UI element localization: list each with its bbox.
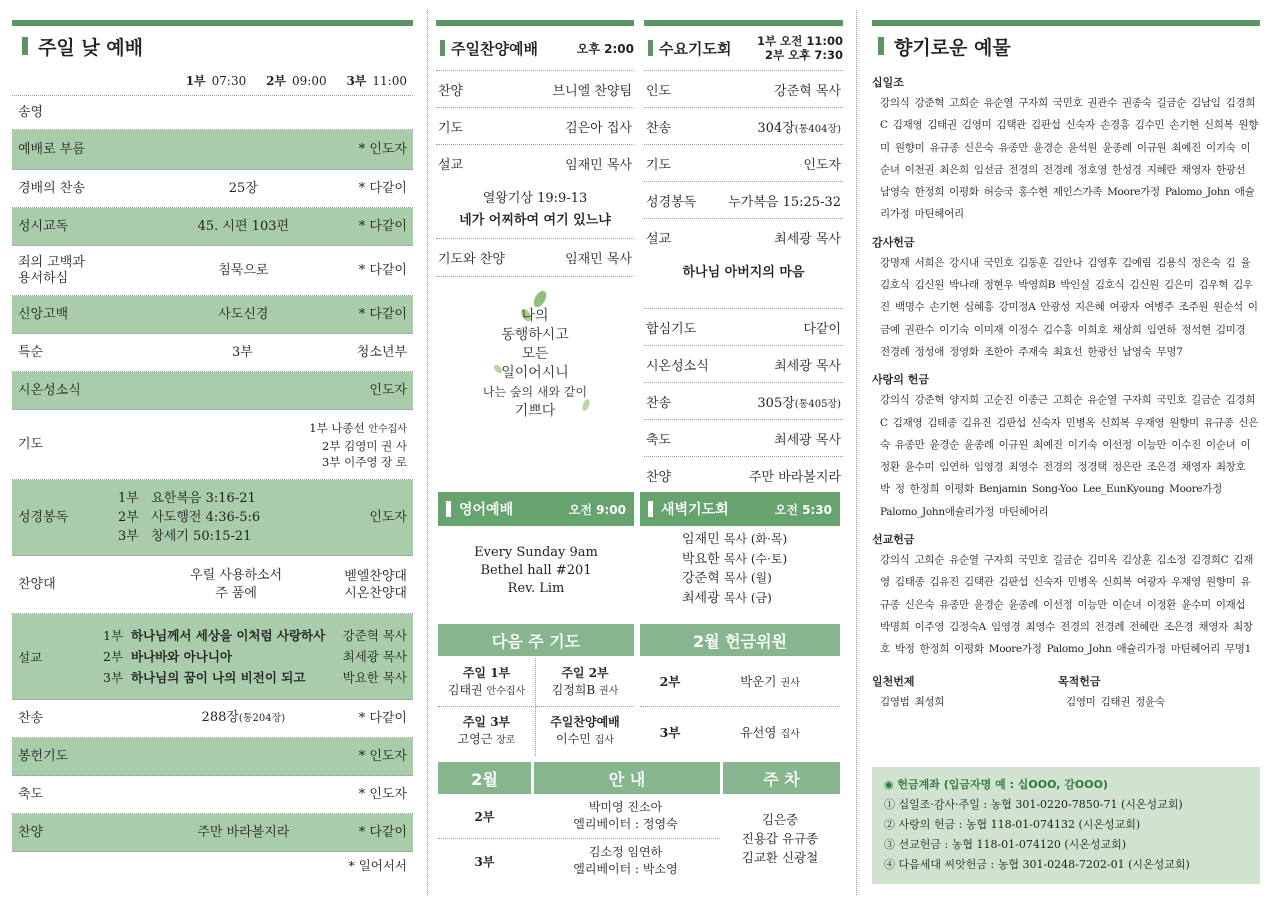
account-title: ◉ 헌금계좌 (입금자명 예 : 십OOO, 감OOO): [884, 778, 1108, 791]
guide-part: 3부: [474, 854, 495, 869]
row-right: * 인도자: [358, 749, 407, 764]
row-label: 시온성소식: [646, 358, 709, 374]
prayer-cell-role: 집사: [594, 735, 614, 746]
offering-section-title: 감사헌금: [872, 235, 915, 249]
row-label: 시온성소식: [18, 382, 81, 398]
sermon-preacher: 강준혁 목사: [342, 628, 407, 643]
dawn-rest: 목사 (월): [723, 571, 772, 585]
offering-section: [872, 531, 1260, 660]
title-mark-icon: [648, 501, 653, 517]
english-worship: [438, 492, 634, 616]
sermon-title: 하나님 아버지의 마음: [644, 256, 843, 309]
committee-part: 3부: [659, 725, 681, 740]
order-row: [12, 130, 413, 170]
row-label: 설교: [438, 158, 464, 173]
sermon-title: 바나바와 아나니아: [131, 649, 232, 664]
order-row: [436, 145, 634, 182]
english-time: 오전 9:00: [568, 502, 626, 517]
order-row: [644, 309, 843, 346]
dawn-name: 최세광: [682, 590, 720, 606]
order-row: [12, 170, 413, 208]
row-mid: 사도신경: [218, 306, 269, 322]
scripture-ref: 요한복음 3:16-21: [151, 491, 256, 506]
row-right: * 인도자: [358, 787, 407, 802]
row-right: 주만 바라볼지라: [748, 470, 841, 485]
order-row: [644, 346, 843, 383]
section-title: [436, 26, 634, 70]
sunday-worship-title: 주일 낮 예배: [38, 36, 143, 59]
prayer-cell-role: 권사: [599, 685, 619, 697]
row-right: 임재민 목사: [565, 252, 632, 267]
row-label: 기도: [646, 157, 672, 173]
dawn-rest: 목사 (화·목): [723, 532, 788, 546]
prayer-cell-title: 주일 3부: [462, 715, 511, 729]
prayer-cell-title: 주일찬양예배: [550, 715, 620, 729]
prayer-cell-title: 주일 1부: [462, 665, 511, 680]
footnote: * 일어서서: [348, 858, 407, 873]
dawn-name: 박요한: [682, 551, 720, 567]
prayer-name: 김영미: [344, 438, 378, 453]
row-right: * 다같이: [358, 181, 407, 196]
prayer-title: 권 사: [381, 438, 407, 453]
parking-name: 김은중: [761, 812, 799, 827]
english-title: 영어예배: [459, 502, 514, 518]
row-label: 설교: [18, 649, 43, 665]
row-right: 인도자: [369, 510, 407, 525]
daily-offering-title: 일천번제: [872, 674, 915, 688]
parking-name: 진용갑 유규종: [741, 831, 819, 846]
english-line: Rev. Lim: [507, 581, 565, 596]
account-line: ④ 다음세대 씨앗헌금 : 농협 301-0248-7202-01 (시온성교회): [884, 858, 1190, 871]
row-label: 성경봉독: [18, 509, 69, 525]
scripture-part: 1부: [118, 491, 139, 506]
praise-worship-time: 오후 2:00: [576, 41, 634, 56]
row-label: 합심기도: [646, 321, 697, 337]
english-info: [438, 526, 634, 616]
row-right: * 다같이: [358, 711, 407, 726]
row-label: 죄의 고백과 용서하심: [18, 254, 85, 286]
column-praise-worship: [436, 0, 634, 467]
sermon-row: [12, 614, 413, 700]
offering-section-title: 선교헌금: [872, 533, 915, 547]
prayer-cell: [438, 707, 536, 756]
row-label: 설교: [646, 232, 672, 247]
order-row: [12, 738, 413, 776]
row-label: 인도: [646, 83, 672, 99]
column-wednesday-prayer: [644, 0, 843, 494]
row-right: 청소년부: [356, 345, 407, 360]
row-right: 인도자: [369, 383, 407, 398]
prayer-part: 2부: [322, 438, 341, 453]
sermon-title: 하나님께서 세상을 이처럼 사랑하사: [131, 628, 326, 643]
guide-row: [438, 839, 720, 883]
scripture-list: [118, 489, 369, 546]
dawn-name: 임재민: [682, 532, 720, 547]
prayer-title: 장 로: [381, 454, 407, 469]
row-label: 축도: [646, 432, 672, 448]
row-label: 찬양: [438, 83, 464, 99]
row-label: 성경봉독: [646, 194, 697, 210]
time-value: 07:30: [211, 74, 247, 88]
title-mark-icon: [648, 40, 653, 56]
row-right: 최세광 목사: [774, 432, 841, 448]
special-offerings: [872, 665, 1260, 713]
prayer-cell: [536, 707, 634, 756]
wednesday-title: 수요기도회: [659, 39, 732, 58]
sermon-verse: 열왕기상 19:9-13: [482, 191, 588, 206]
order-row: [12, 296, 413, 334]
row-label: 찬양: [646, 470, 672, 485]
calligraphy-image: [436, 277, 634, 467]
guide-header: [438, 762, 840, 794]
row-label: 성시교독: [18, 218, 69, 234]
order-row: [12, 208, 413, 246]
row-label: 송영: [18, 104, 44, 120]
guide-elevator: 엘리베이터 : 박소영: [573, 862, 678, 876]
title-mark-icon: [440, 40, 445, 56]
row-label: 찬송: [18, 710, 44, 726]
offering-section-title: 십일조: [872, 76, 904, 89]
sermon-part: 2부: [103, 649, 124, 664]
offering-section: [872, 74, 1260, 226]
scripture-ref: 사도행전 4:36-5:6: [151, 510, 261, 525]
title-mark-icon: [446, 501, 451, 517]
purpose-offering-title: 목적헌금: [1058, 674, 1101, 688]
order-row: [12, 334, 413, 372]
calligraphy-line: 나는 숲의 새와 같이: [482, 385, 588, 399]
prayer-cell-name: 고영근: [457, 732, 493, 746]
row-right: 인도자: [803, 157, 841, 173]
prayer-title: 안수집사: [368, 423, 407, 435]
row-right: 브니엘 찬양팀: [552, 83, 632, 99]
row-right: 강준혁 목사: [774, 83, 841, 99]
committee-part: 2부: [659, 674, 681, 689]
column-offerings: [872, 0, 1260, 713]
guide-parking-title: 주 차: [723, 762, 840, 794]
sermon-title: 네가 어찌하여 여기 있느냐: [459, 213, 611, 228]
committee-role: 집사: [780, 729, 800, 740]
row-right: * 인도자: [358, 142, 407, 157]
row-mid: 288장: [201, 710, 239, 725]
time-value: 09:00: [292, 74, 327, 88]
calligraphy-line: 동행하시고: [501, 327, 569, 343]
choir-row: [12, 556, 413, 614]
row-right: * 다같이: [358, 825, 407, 840]
guide-part: 2부: [474, 809, 495, 824]
title-mark-icon: [22, 37, 28, 55]
row-label: 찬송: [646, 395, 672, 411]
row-label: 신앙고백: [18, 306, 69, 322]
time-part: 3부: [346, 74, 367, 88]
order-row: [436, 239, 634, 276]
guide-body: [438, 794, 840, 883]
row-mid: 침묵으로: [218, 262, 269, 278]
row-label: 예배로 부름: [18, 141, 85, 157]
dawn-title: 새벽기도회: [661, 502, 729, 518]
sermon-preacher: 최세광 목사: [342, 649, 407, 664]
dawn-rest: 목사 (금): [723, 590, 772, 605]
row-right: * 다같이: [358, 219, 407, 234]
prayer-cell-role: 안수집사: [486, 685, 526, 697]
parking-list: [720, 794, 840, 883]
prayer-cell-name: 이수민: [556, 732, 591, 746]
order-row: [436, 71, 634, 108]
prayer-cell: [438, 658, 536, 707]
guide-row: [438, 794, 720, 839]
sermon-title: 하나님의 꿈이 나의 비전이 되고: [131, 670, 306, 685]
order-row: [12, 700, 413, 738]
offering-section: [872, 371, 1260, 523]
guide-names: 박미영 진소아: [588, 800, 663, 814]
prayer-part: 1부: [309, 420, 328, 435]
section-title: [872, 26, 1260, 66]
order-row: [12, 372, 413, 410]
dawn-name: 강준혁: [682, 571, 720, 586]
next-prayer-grid: [438, 658, 634, 756]
prayer-cell-name: 김정희B: [551, 682, 596, 697]
guide-table: [438, 762, 840, 883]
dawn-prayer-header: [640, 492, 840, 526]
scripture-part: 2부: [118, 510, 139, 525]
offering-committee: [640, 624, 840, 757]
english-worship-header: [438, 492, 634, 526]
dawn-list: [640, 526, 840, 608]
row-label: 봉헌기도: [18, 748, 69, 764]
row-label: 경배의 찬송: [18, 180, 85, 196]
row-right: 305장: [757, 395, 795, 411]
committee-name: 유선영: [740, 725, 777, 740]
order-row: [644, 182, 843, 219]
guide-elevator: 엘리베이터 : 정영숙: [573, 817, 678, 831]
column-sunday-worship: [12, 0, 413, 874]
prayer-part: 3부: [322, 454, 341, 469]
offering-names: 강의식 강준혁 양지희 고순진 이종근 고희순 유순열 구자희 국민호 길금순 김경희C 김재영 김태종 김유진 김판섭 신숙자 민병옥 신희복 우재영 원향미 유규종 신은숙 유종만 윤경순 윤종례 이규원 최예진 이기숙 이선정 이능만 이수진 이순녀 이정환 윤수미 임연하 임영경 최영수 전경의 정경택 정은란 조은경 채영자 최창호 박 정 한정희 이평화 Benjamin Song-Yoo Lee_EunKyoung Moore가정 Palomo_John애슐리가정 마틴헤어리: [880, 394, 1259, 518]
dawn-rest: 목사 (수·토): [723, 551, 788, 566]
offering-names: 강명재 서희은 강시내 국민호 김동훈 김안나 김영후 김예림 김용식 정은숙 김 율 김호식 김신원 박나래 정현우 박영희B 박인실 김호식 김신원 김은미 김우혁 김우진 백명수 손기현 심혜흥 강미정A 안광성 지은혜 여광자 여병주 조주원 원순석 이금예 권관수 이기숙 이미재 이정수 김수흥 이희호 채상희 임연하 정석현 김미경 전경례 정성애 정영화 조한아 주재숙 최효선 한광선 남영숙 무명7: [880, 256, 1258, 358]
time-part: 2부: [266, 74, 287, 88]
order-row: [644, 420, 843, 457]
parking-name: 김교환 신광철: [741, 850, 819, 865]
english-line: Every Sunday 9am: [474, 545, 598, 560]
row-mid: 25장: [228, 180, 258, 196]
account-box: [872, 767, 1260, 884]
committee-role: 권사: [780, 678, 800, 689]
offering-names: 강의식 고희순 유순열 구자희 국민호 길금순 김미옥 김상훈 김소정 김경희C 김재영 김태종 김유진 김택관 김판섭 신숙자 민병옥 신희복 여광자 우재영 원향미 유규종 신은숙 유종만 윤경순 윤종례 이선정 이능만 이순녀 이정환 윤수미 이재섭 박명희 이주영 김정숙A 임영경 최영수 전경의 전경례 전혜란 조은경 채영자 최창호 박정 한정희 이평화 Moore가정 Palomo_John 애슐리가정 마틴헤어리 무명1: [880, 554, 1254, 656]
sermon-part: 3부: [103, 670, 124, 685]
choir-name: 시온찬양대: [344, 585, 407, 601]
section-title: [12, 26, 413, 66]
sermon-block: [436, 182, 634, 239]
service-times: [12, 66, 413, 95]
prayer-cell: [536, 658, 634, 707]
offerings-title: 향기로운 예물: [894, 36, 1011, 59]
offering-section: [872, 234, 1260, 363]
praise-worship-title: 주일찬양예배: [451, 39, 538, 58]
guide-names: 김소정 임연하: [588, 845, 663, 859]
offering-section-title: 사랑의 헌금: [872, 373, 929, 387]
row-right: 누가복음 15:25-32: [728, 194, 841, 210]
row-right-small: (통405장): [794, 398, 841, 410]
time-part: 1부: [185, 74, 206, 88]
prayer-cell-name: 김태권: [447, 682, 483, 697]
order-row: [644, 71, 843, 108]
committee-row: [640, 656, 840, 707]
row-mid: 3부: [231, 344, 253, 360]
order-row: [644, 108, 843, 145]
row-label: 기도와 찬양: [438, 252, 505, 267]
order-row: [12, 96, 413, 130]
guide-info-title: 안 내: [534, 762, 720, 794]
row-right: 임재민 목사: [565, 158, 632, 173]
row-right: 다같이: [803, 321, 841, 337]
row-right: 최세광 목사: [774, 358, 841, 374]
next-week-prayer: [438, 624, 634, 756]
order-row: [436, 108, 634, 145]
title-mark-icon: [878, 37, 884, 55]
calligraphy-line: 기쁘다: [514, 403, 556, 419]
calligraphy-line: 나의: [521, 308, 549, 324]
row-mid: 주만 바라볼지라: [197, 824, 290, 840]
order-row: [12, 776, 413, 814]
order-row: [12, 246, 413, 296]
column-divider: [427, 10, 428, 895]
row-label: 기도: [438, 120, 464, 136]
section-title: [644, 26, 843, 70]
account-line: ① 십일조·감사·주일 : 농협 301-0220-7850-71 (시온성교회): [884, 798, 1183, 811]
english-line: Bethel hall #201: [480, 563, 592, 578]
offering-committee-title: 2월 헌금위원: [640, 624, 840, 656]
order-row: [12, 814, 413, 852]
row-right-small: (통404장): [794, 123, 841, 135]
sermon-list: [103, 625, 407, 688]
row-label: 찬송: [646, 120, 672, 136]
calligraphy-text: [436, 307, 634, 421]
prayer-row: [12, 410, 413, 480]
choir-name: 벧엘찬양대: [344, 568, 407, 584]
row-label: 축도: [18, 786, 44, 802]
calligraphy-line: 모든: [521, 346, 549, 362]
row-right: 304장: [757, 120, 795, 136]
row-mid: 45. 시편 103편: [197, 218, 290, 234]
choir-song: 우릴 사용하소서: [190, 567, 283, 583]
order-row: [644, 145, 843, 182]
scripture-part: 3부: [118, 529, 139, 544]
next-prayer-title: 다음 주 기도: [438, 624, 634, 656]
column-divider: [856, 10, 857, 895]
order-row: [644, 219, 843, 256]
choir-song: 주 품에: [215, 585, 257, 601]
row-right: 최세광 목사: [774, 232, 841, 247]
row-label: 찬양대: [18, 576, 56, 592]
sermon-part: 1부: [103, 628, 124, 643]
order-row: [644, 383, 843, 420]
prayer-name: 이주영: [344, 454, 378, 469]
row-label: 특순: [18, 344, 44, 360]
committee-row: [640, 707, 840, 757]
wednesday-time: 2부 오후 7:30: [765, 48, 843, 62]
account-line: ② 사랑의 헌금 : 농협 118-01-074132 (시온성교회): [884, 818, 1141, 831]
prayer-list: [309, 420, 407, 470]
wednesday-time: 1부 오전 11:00: [757, 34, 843, 48]
purpose-offering-names: 김영미 김태권 정윤숙: [1066, 695, 1165, 708]
account-line: ③ 선교헌금 : 농협 118-01-074120 (시온성교회): [884, 838, 1127, 851]
daily-offering-names: 김영범 최성희: [880, 695, 945, 708]
row-label: 기도: [18, 436, 44, 452]
prayer-name: 나종선: [331, 420, 365, 435]
row-mid-small: (통204장): [238, 713, 286, 724]
row-right: 김은아 집사: [565, 120, 632, 136]
offering-names: 강의식 강준혁 고희순 유순열 구자희 국민호 권관수 권종숙 길금순 김남임 김경희C 김재영 김태권 김영미 김택관 김판섭 신숙자 손경흥 김수민 손기현 신희복 원향미 원향미 유규종 신은숙 유종만 윤경순 윤석원 윤종례 이규원 최예진 이기숙 이순녀 이천권 최은희 임선금 전경의 전경례 정호영 한성경 지혜란 채영자 한광선 남영숙 한정희 이평화 허승국 홍수현 제인스가족 Moore가정 Palomo_John 애슐리가정 마틴헤어리: [880, 97, 1259, 221]
committee-name: 박운기: [740, 674, 777, 689]
row-right: * 다같이: [358, 307, 407, 322]
scripture-ref: 창세기 50:15-21: [151, 529, 252, 544]
order-row: [644, 457, 843, 494]
row-right: * 다같이: [358, 263, 407, 278]
prayer-cell-role: 장로: [496, 735, 516, 746]
sermon-preacher: 박요한 목사: [342, 670, 407, 685]
dawn-prayer: [640, 492, 840, 608]
time-value: 11:00: [372, 74, 407, 88]
scripture-row: [12, 480, 413, 556]
dawn-time: 오전 5:30: [774, 502, 832, 517]
calligraphy-line: 일이어시니: [501, 365, 569, 381]
row-label: 찬양: [18, 824, 44, 840]
guide-month: 2월: [438, 762, 531, 794]
prayer-cell-title: 주일 2부: [561, 665, 609, 680]
